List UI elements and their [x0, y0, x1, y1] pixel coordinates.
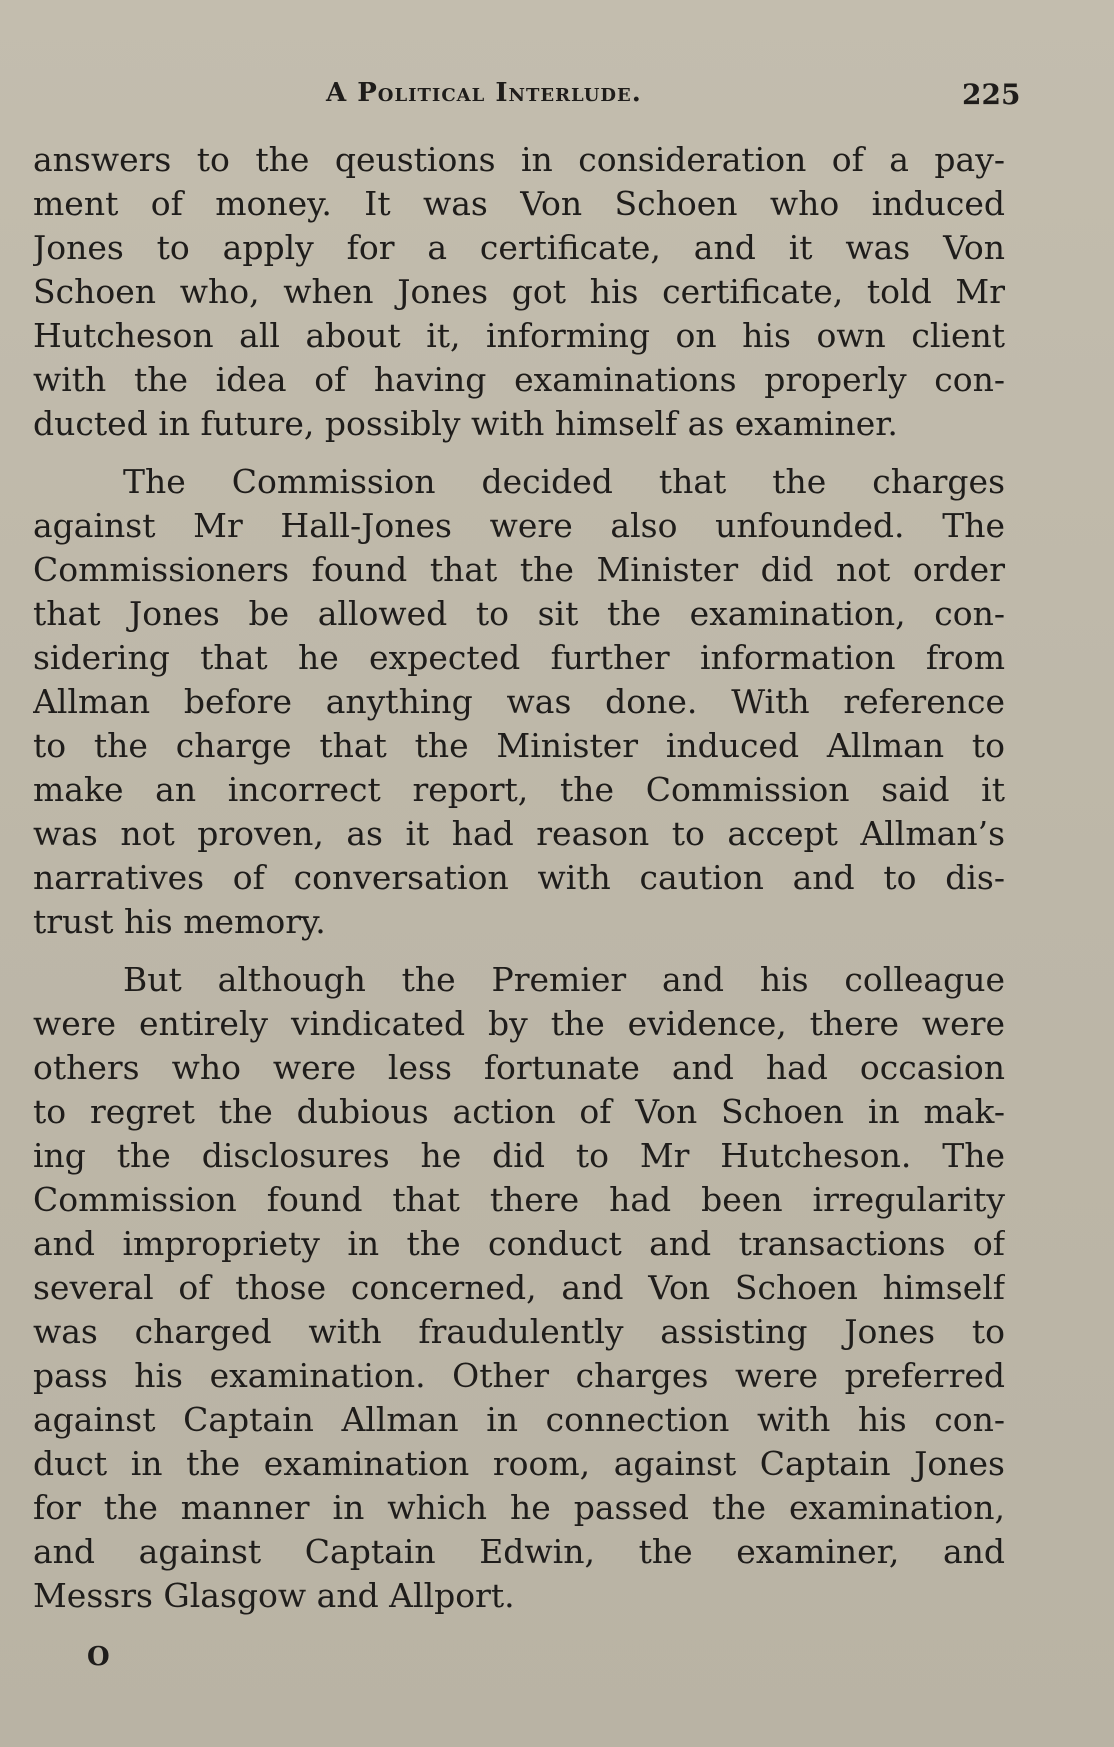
text-line: were entirely vindicated by the evidence, there were [33, 1004, 1005, 1043]
text-line: with the idea of having examinations properly con- [33, 360, 1005, 399]
page-number: 225 [962, 78, 1021, 111]
body-text [33, 138, 1005, 1618]
text-line: Commission found that there had been irregularity [33, 1180, 1005, 1219]
text-line: that Jones be allowed to sit the examination, con- [33, 594, 1005, 633]
running-title: A Political Interlude. [326, 78, 642, 108]
text-line: against Captain Allman in connection with his con- [33, 1400, 1005, 1439]
text-line: ment of money. It was Von Schoen who induced [33, 184, 1005, 223]
paragraph-gap [33, 944, 1005, 958]
text-line: answers to the qeustions in consideration of a pay- [33, 140, 1005, 179]
paragraph-gap [33, 446, 1005, 460]
text-line: The Commission decided that the charges [123, 462, 1005, 501]
text-line: pass his examination. Other charges were preferred [33, 1356, 1005, 1395]
text-line: against Mr Hall-Jones were also unfounded. The [33, 506, 1005, 545]
text-line: and impropriety in the conduct and transactions of [33, 1224, 1005, 1263]
text-line: Commissioners found that the Minister did not order [33, 550, 1005, 589]
text-line: was not proven, as it had reason to accept Allman’s [33, 814, 1005, 853]
paragraph [33, 138, 1005, 446]
text-line: to the charge that the Minister induced Allman to [33, 726, 1005, 765]
text-line: Messrs Glasgow and Allport. [33, 1576, 515, 1615]
text-line: Jones to apply for a certificate, and it was Von [33, 228, 1005, 267]
text-line: Hutcheson all about it, informing on his own client [33, 316, 1005, 355]
paragraph [33, 460, 1005, 944]
text-line: to regret the dubious action of Von Schoen in mak- [33, 1092, 1005, 1131]
text-line: ing the disclosures he did to Mr Hutcheson. The [33, 1136, 1005, 1175]
text-line: ducted in future, possibly with himself as examiner. [33, 404, 898, 443]
text-line: for the manner in which he passed the examination, [33, 1488, 1005, 1527]
signature-mark: O [87, 1642, 110, 1672]
text-line: Schoen who, when Jones got his certificate, told Mr [33, 272, 1005, 311]
text-line: sidering that he expected further information from [33, 638, 1005, 677]
text-line: make an incorrect report, the Commission said it [33, 770, 1005, 809]
paragraph [33, 958, 1005, 1618]
text-line: several of those concerned, and Von Schoen himself [33, 1268, 1005, 1307]
text-line: trust his memory. [33, 902, 326, 941]
text-line: narratives of conversation with caution and to dis- [33, 858, 1005, 897]
text-line: and against Captain Edwin, the examiner, and [33, 1532, 1005, 1571]
text-line: was charged with fraudulently assisting Jones to [33, 1312, 1005, 1351]
text-line: others who were less fortunate and had occasion [33, 1048, 1005, 1087]
text-line: But although the Premier and his colleague [123, 960, 1005, 999]
text-line: Allman before anything was done. With reference [33, 682, 1005, 721]
text-line: duct in the examination room, against Captain Jones [33, 1444, 1005, 1483]
